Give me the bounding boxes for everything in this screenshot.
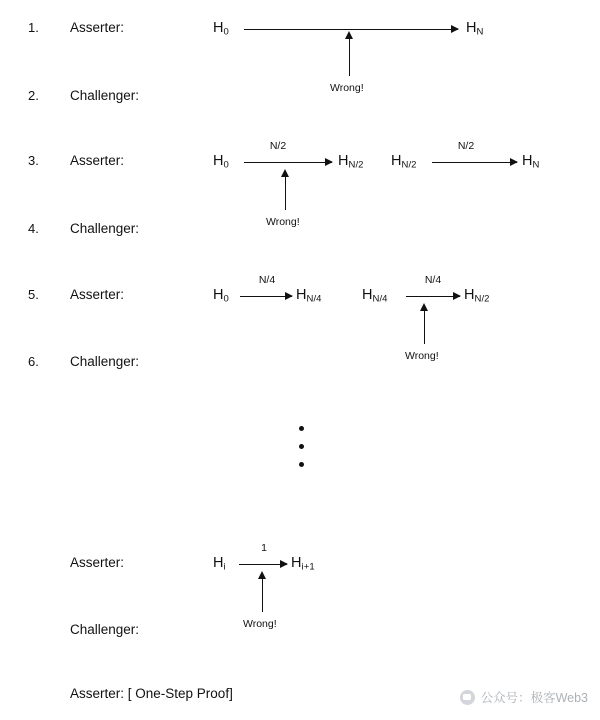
arrow-quarter-right [406, 296, 460, 297]
arrow-one-step [239, 564, 287, 565]
wrong-label-3: Wrong! [405, 350, 439, 362]
step-number-4: 4. [28, 221, 39, 236]
challenge-arrow-1 [349, 38, 350, 76]
state-hn4-row5-right: $H_{N/4}$ [362, 287, 388, 305]
arrow-label-quarter-right: N/4 [424, 274, 442, 286]
arrow-full-range [244, 29, 458, 30]
continuation-dots [299, 426, 305, 467]
arrow-label-quarter-left: N/4 [258, 274, 276, 286]
final-challenger-role: Challenger: [70, 622, 140, 637]
state-hn-row3: $H_N$ [522, 153, 540, 171]
wrong-label-1: Wrong! [330, 82, 364, 94]
watermark [460, 688, 588, 706]
step-role-3: Asserter: [70, 153, 125, 168]
step-number-2: 2. [28, 88, 39, 103]
wrong-label-final: Wrong! [243, 618, 277, 630]
step-number-6: 6. [28, 354, 39, 369]
step-number-5: 5. [28, 287, 39, 302]
geek-web3-logo-icon [460, 690, 475, 705]
arrow-quarter-left [240, 296, 292, 297]
state-hn2-row5: $H_{N/2}$ [464, 287, 490, 305]
arrow-label-one: 1 [261, 542, 267, 554]
arrow-half-left [244, 162, 332, 163]
state-h0-row1: $H_0$ [213, 20, 229, 38]
step-role-4: Challenger: [70, 221, 140, 236]
state-hi1: $H_{i+1}$ [291, 555, 315, 573]
challenge-arrow-3 [424, 310, 425, 344]
state-hn-row1: $H_N$ [466, 20, 484, 38]
arrow-label-half-right: N/2 [457, 140, 475, 152]
state-h0-row5: $H_0$ [213, 287, 229, 305]
state-hn4-row5-left: $H_{N/4}$ [296, 287, 322, 305]
watermark-text: 公众号：极客Web3 [480, 691, 588, 705]
state-hn2-row3-right: $H_{N/2}$ [391, 153, 417, 171]
state-hn2-row3-left: $H_{N/2}$ [338, 153, 364, 171]
arrow-half-right [432, 162, 517, 163]
step-number-1: 1. [28, 20, 39, 35]
challenge-arrow-2 [285, 176, 286, 210]
challenge-arrow-final [262, 578, 263, 612]
step-number-3: 3. [28, 153, 39, 168]
step-role-1: Asserter: [70, 20, 125, 35]
state-hi: $H_i$ [213, 555, 226, 573]
step-role-5: Asserter: [70, 287, 125, 302]
step-role-2: Challenger: [70, 88, 140, 103]
state-h0-row3: $H_0$ [213, 153, 229, 171]
one-step-proof-line: Asserter: [ One-Step Proof] [70, 686, 233, 701]
final-asserter-role: Asserter: [70, 555, 125, 570]
step-role-6: Challenger: [70, 354, 140, 369]
arrow-label-half-left: N/2 [269, 140, 287, 152]
wrong-label-2: Wrong! [266, 216, 300, 228]
